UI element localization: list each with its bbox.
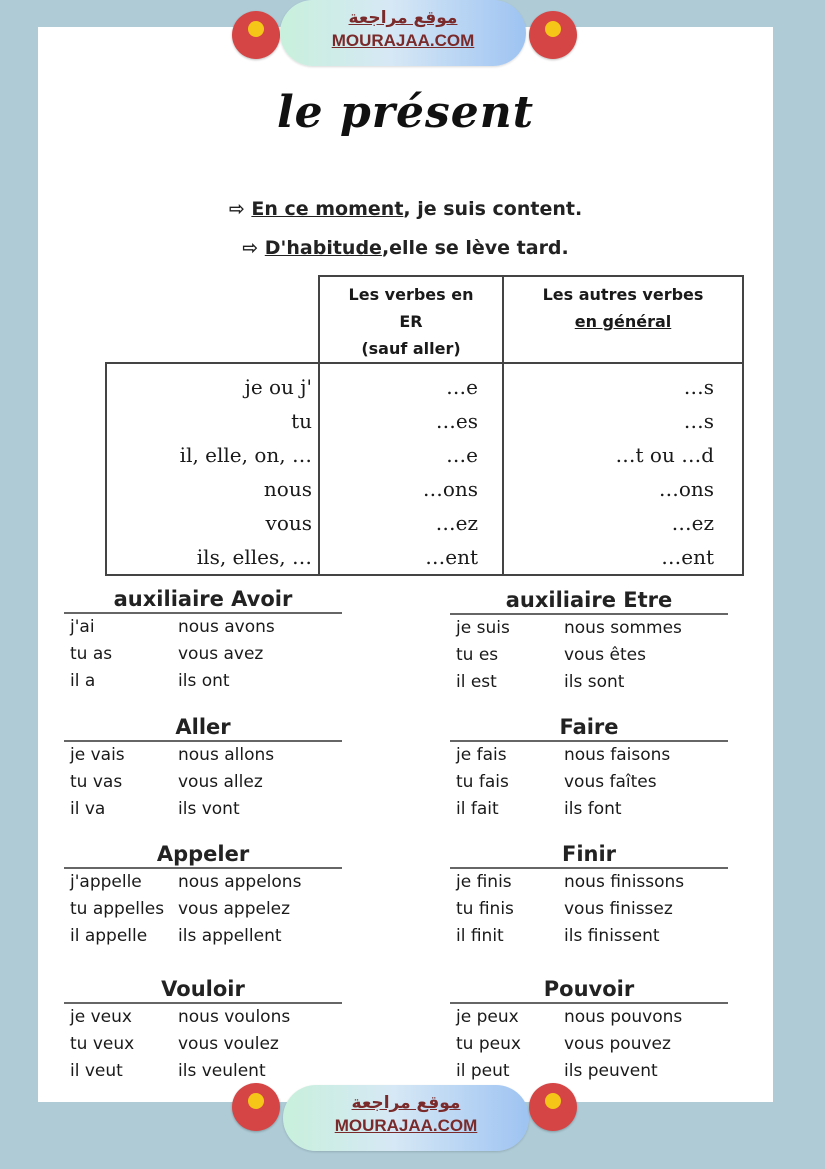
plural-form: vous finissez bbox=[564, 899, 673, 919]
header-other-verbs bbox=[503, 276, 743, 363]
plural-form: nous appelons bbox=[178, 872, 302, 892]
er-ending-cell: …ent bbox=[319, 540, 503, 575]
conjugation-row bbox=[64, 742, 342, 769]
verb-block bbox=[450, 588, 728, 696]
worksheet-page bbox=[38, 27, 773, 1102]
logo-icon bbox=[545, 1093, 561, 1109]
pronoun-cell: vous bbox=[106, 506, 319, 540]
singular-form: il appelle bbox=[70, 926, 148, 946]
singular-form: il est bbox=[456, 672, 497, 692]
endings-table-body bbox=[106, 363, 743, 575]
singular-form: il finit bbox=[456, 926, 504, 946]
conjugation-row bbox=[64, 923, 342, 950]
watermark-site: MOURAJAA.COM bbox=[331, 31, 475, 50]
example-1-rest: , je suis content. bbox=[403, 198, 583, 220]
site-logo-badge bbox=[529, 11, 577, 59]
singular-form: tu fais bbox=[456, 772, 509, 792]
other-ending-cell: …t ou …d bbox=[615, 443, 714, 467]
endings-row bbox=[106, 506, 743, 540]
singular-form: tu finis bbox=[456, 899, 514, 919]
logo-icon bbox=[545, 21, 561, 37]
verb-block bbox=[64, 715, 342, 823]
plural-form: nous pouvons bbox=[564, 1007, 683, 1027]
verb-title: Appeler bbox=[64, 842, 342, 869]
watermark-arabic: موقع مراجعة bbox=[348, 8, 458, 28]
pronoun-cell: nous bbox=[106, 472, 319, 506]
arrow-icon: ⇨ bbox=[228, 198, 245, 220]
pronoun-cell: tu bbox=[106, 404, 319, 438]
endings-row bbox=[106, 438, 743, 472]
plural-form: ils font bbox=[564, 799, 622, 819]
er-ending-cell: …ez bbox=[319, 506, 503, 540]
endings-table bbox=[105, 275, 744, 576]
conjugation-row bbox=[450, 642, 728, 669]
singular-form: tu peux bbox=[456, 1034, 521, 1054]
plural-form: ils veulent bbox=[178, 1061, 266, 1081]
conjugation-row bbox=[450, 896, 728, 923]
conjugation-row bbox=[64, 1004, 342, 1031]
singular-form: je vais bbox=[70, 745, 125, 765]
endings-row bbox=[106, 472, 743, 506]
conjugation-row bbox=[450, 615, 728, 642]
singular-form: tu vas bbox=[70, 772, 123, 792]
conjugation-row bbox=[64, 668, 342, 695]
conjugation-row bbox=[450, 669, 728, 696]
singular-form: j'appelle bbox=[70, 872, 142, 892]
singular-form: il va bbox=[70, 799, 106, 819]
singular-form: il veut bbox=[70, 1061, 123, 1081]
site-logo-badge bbox=[232, 1083, 280, 1131]
other-ending-cell: …s bbox=[683, 409, 714, 433]
endings-row bbox=[106, 540, 743, 575]
conjugation-row bbox=[64, 796, 342, 823]
watermark-banner-bottom[interactable] bbox=[283, 1085, 529, 1151]
conjugation-row bbox=[450, 1031, 728, 1058]
example-sentence-2 bbox=[38, 237, 773, 259]
other-ending-cell: …ent bbox=[661, 545, 714, 569]
header-er-line-2: ER bbox=[399, 312, 423, 331]
verb-block bbox=[450, 842, 728, 950]
example-1-time-expression: En ce moment bbox=[251, 198, 404, 220]
singular-form: je suis bbox=[456, 618, 510, 638]
conjugation-row bbox=[64, 769, 342, 796]
er-ending-cell: …e bbox=[319, 363, 503, 404]
conjugation-row bbox=[64, 1031, 342, 1058]
header-other-line-2: en général bbox=[574, 312, 672, 331]
conjugation-row bbox=[64, 614, 342, 641]
verb-title: auxiliaire Avoir bbox=[64, 587, 342, 614]
endings-row bbox=[106, 404, 743, 438]
header-er-line-3: (sauf aller) bbox=[361, 339, 461, 358]
conjugation-row bbox=[64, 1058, 342, 1085]
conjugation-row bbox=[450, 1004, 728, 1031]
plural-form: nous faisons bbox=[564, 745, 671, 765]
plural-form: nous finissons bbox=[564, 872, 685, 892]
plural-form: vous appelez bbox=[178, 899, 291, 919]
verb-title: Finir bbox=[450, 842, 728, 869]
verb-block bbox=[64, 842, 342, 950]
conjugation-row bbox=[64, 896, 342, 923]
watermark-banner-top[interactable] bbox=[280, 0, 526, 66]
singular-form: il fait bbox=[456, 799, 499, 819]
plural-form: vous faîtes bbox=[564, 772, 657, 792]
arrow-icon: ⇨ bbox=[242, 237, 259, 259]
page-title: le présent bbox=[276, 87, 535, 138]
plural-form: ils vont bbox=[178, 799, 240, 819]
plural-form: nous allons bbox=[178, 745, 275, 765]
plural-form: ils finissent bbox=[564, 926, 660, 946]
pronoun-cell: ils, elles, … bbox=[106, 540, 319, 575]
watermark-site: MOURAJAA.COM bbox=[334, 1116, 478, 1135]
logo-icon bbox=[248, 1093, 264, 1109]
singular-form: je fais bbox=[456, 745, 507, 765]
er-ending-cell: …ons bbox=[319, 472, 503, 506]
plural-form: vous avez bbox=[178, 644, 264, 664]
conjugation-row bbox=[64, 869, 342, 896]
plural-form: ils ont bbox=[178, 671, 230, 691]
other-ending-cell: …s bbox=[683, 375, 714, 399]
header-er-line-1: Les verbes en bbox=[348, 285, 474, 304]
endings-row bbox=[106, 363, 743, 404]
conjugation-row bbox=[450, 796, 728, 823]
verb-block bbox=[64, 587, 342, 695]
plural-form: nous sommes bbox=[564, 618, 682, 638]
example-sentence-1 bbox=[38, 198, 773, 220]
plural-form: vous êtes bbox=[564, 645, 646, 665]
plural-form: nous avons bbox=[178, 617, 275, 637]
conjugation-row bbox=[450, 869, 728, 896]
plural-form: ils peuvent bbox=[564, 1061, 658, 1081]
singular-form: tu es bbox=[456, 645, 499, 665]
singular-form: il peut bbox=[456, 1061, 510, 1081]
er-ending-cell: …e bbox=[319, 438, 503, 472]
conjugation-row bbox=[64, 641, 342, 668]
logo-icon bbox=[248, 21, 264, 37]
site-logo-badge bbox=[232, 11, 280, 59]
endings-table-header bbox=[106, 276, 743, 363]
singular-form: tu as bbox=[70, 644, 113, 664]
watermark-arabic: موقع مراجعة bbox=[351, 1093, 461, 1113]
singular-form: je veux bbox=[70, 1007, 132, 1027]
verb-block bbox=[450, 977, 728, 1085]
plural-form: ils sont bbox=[564, 672, 625, 692]
singular-form: je finis bbox=[456, 872, 512, 892]
singular-form: tu appelles bbox=[70, 899, 165, 919]
plural-form: vous voulez bbox=[178, 1034, 279, 1054]
er-ending-cell: …es bbox=[319, 404, 503, 438]
plural-form: ils appellent bbox=[178, 926, 282, 946]
verb-title: Aller bbox=[64, 715, 342, 742]
other-ending-cell: …ez bbox=[671, 511, 714, 535]
singular-form: tu veux bbox=[70, 1034, 135, 1054]
verb-title: Vouloir bbox=[64, 977, 342, 1004]
example-2-rest: ,elle se lève tard. bbox=[381, 237, 569, 259]
verb-block bbox=[64, 977, 342, 1085]
pronoun-cell: il, elle, on, … bbox=[106, 438, 319, 472]
conjugation-row bbox=[450, 1058, 728, 1085]
singular-form: j'ai bbox=[70, 617, 95, 637]
verb-title: auxiliaire Etre bbox=[450, 588, 728, 615]
singular-form: il a bbox=[70, 671, 96, 691]
plural-form: vous allez bbox=[178, 772, 263, 792]
conjugation-row bbox=[450, 769, 728, 796]
header-other-line-1: Les autres verbes bbox=[542, 285, 704, 304]
verb-title: Pouvoir bbox=[450, 977, 728, 1004]
plural-form: vous pouvez bbox=[564, 1034, 671, 1054]
conjugation-row bbox=[450, 923, 728, 950]
other-ending-cell: …ons bbox=[658, 477, 714, 501]
header-er-verbs bbox=[319, 276, 503, 363]
verb-title: Faire bbox=[450, 715, 728, 742]
site-logo-badge bbox=[529, 1083, 577, 1131]
verb-block bbox=[450, 715, 728, 823]
pronoun-cell: je ou j' bbox=[106, 363, 319, 404]
conjugation-row bbox=[450, 742, 728, 769]
example-2-time-expression: D'habitude bbox=[264, 237, 382, 259]
singular-form: je peux bbox=[456, 1007, 519, 1027]
plural-form: nous voulons bbox=[178, 1007, 291, 1027]
